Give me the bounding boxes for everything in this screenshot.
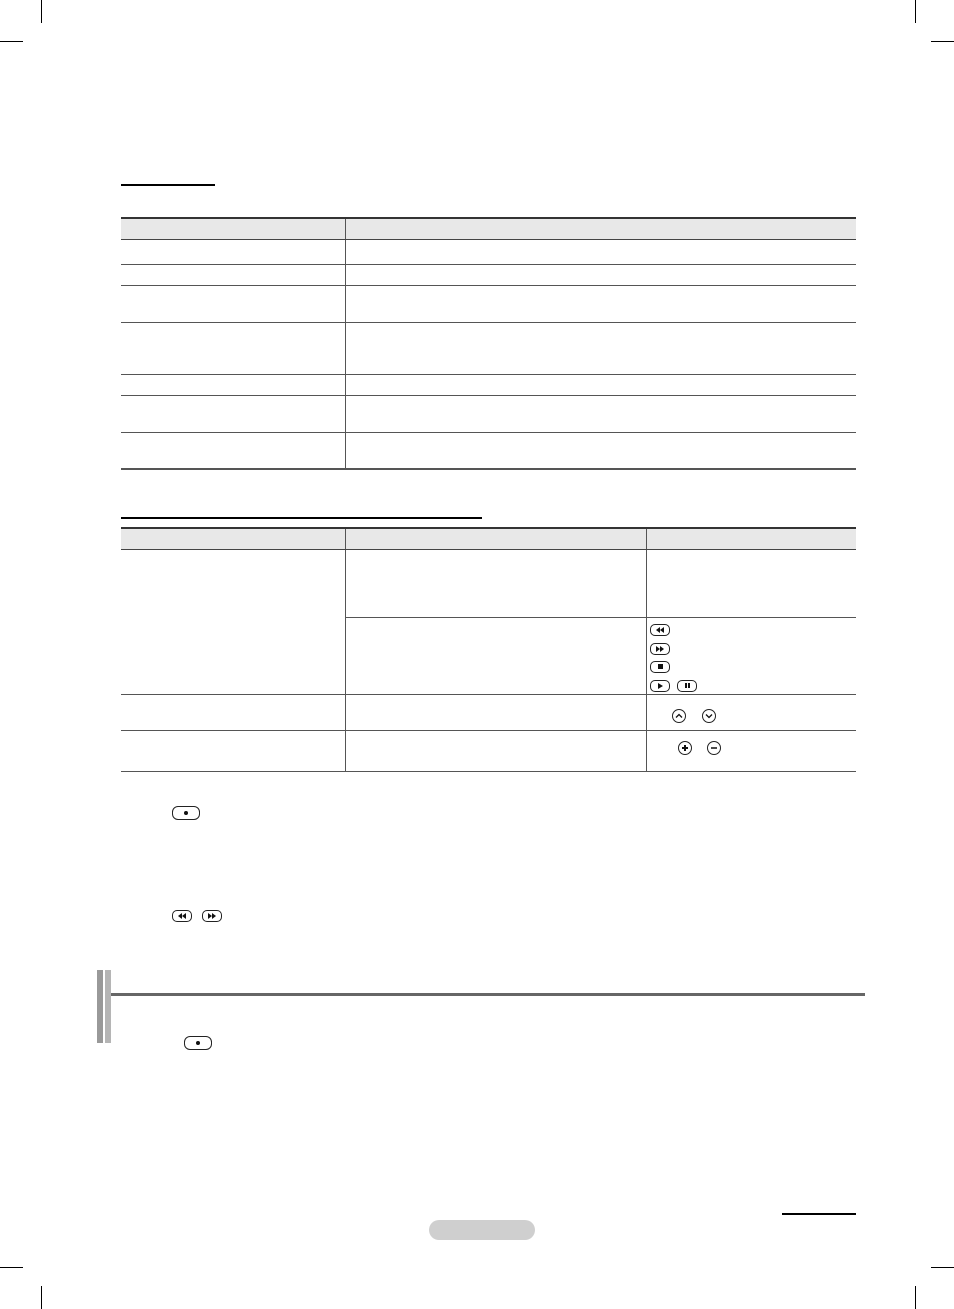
page-number-badge (429, 1220, 535, 1240)
stop-icon (650, 661, 670, 673)
section-rule (111, 993, 865, 996)
header-cell (121, 528, 345, 550)
note-skip-buttons (172, 907, 222, 925)
note-rec-button (172, 804, 200, 822)
table-row (121, 396, 856, 433)
rewind-icon (650, 624, 670, 636)
table-row (121, 265, 856, 286)
chevron-up-icon (672, 709, 686, 723)
table-header-row (121, 528, 856, 550)
crop-mark (915, 0, 916, 23)
header-cell (345, 218, 856, 240)
info-table (121, 217, 856, 470)
rec-button-icon (172, 806, 200, 820)
header-cell (646, 528, 856, 550)
crop-mark (0, 41, 23, 42)
rewind-row (650, 621, 670, 639)
fast-forward-icon (202, 910, 222, 922)
stop-row (650, 658, 670, 676)
section-rec-button (184, 1034, 212, 1052)
section-side-bar (105, 970, 111, 1043)
play-pause-row (650, 677, 697, 695)
section-heading-rule (121, 517, 482, 519)
section-side-bar (97, 970, 103, 1043)
chevron-down-icon (702, 709, 716, 723)
minus-icon (707, 741, 721, 755)
rec-button-icon (184, 1036, 212, 1050)
crop-mark (41, 0, 42, 23)
table-header-row (121, 218, 856, 240)
channel-icons (672, 707, 716, 725)
table-row (121, 286, 856, 323)
fast-forward-row (650, 640, 670, 658)
table-row (121, 240, 856, 265)
pause-icon (677, 680, 697, 692)
section-heading-rule (121, 184, 215, 186)
volume-icons (678, 739, 721, 757)
rewind-icon (172, 910, 192, 922)
crop-mark (931, 1267, 954, 1268)
table-row (121, 433, 856, 469)
table-row (121, 323, 856, 375)
continued-rule (782, 1213, 856, 1215)
table-row (121, 695, 856, 731)
control-table (121, 527, 856, 772)
table-row (121, 375, 856, 396)
header-cell (121, 218, 345, 240)
fast-forward-icon (650, 643, 670, 655)
crop-mark (915, 1286, 916, 1309)
play-icon (650, 680, 670, 692)
table-row (121, 731, 856, 772)
table-row (121, 550, 856, 618)
crop-mark (0, 1267, 23, 1268)
plus-icon (678, 741, 692, 755)
crop-mark (931, 41, 954, 42)
header-cell (345, 528, 646, 550)
crop-mark (41, 1286, 42, 1309)
